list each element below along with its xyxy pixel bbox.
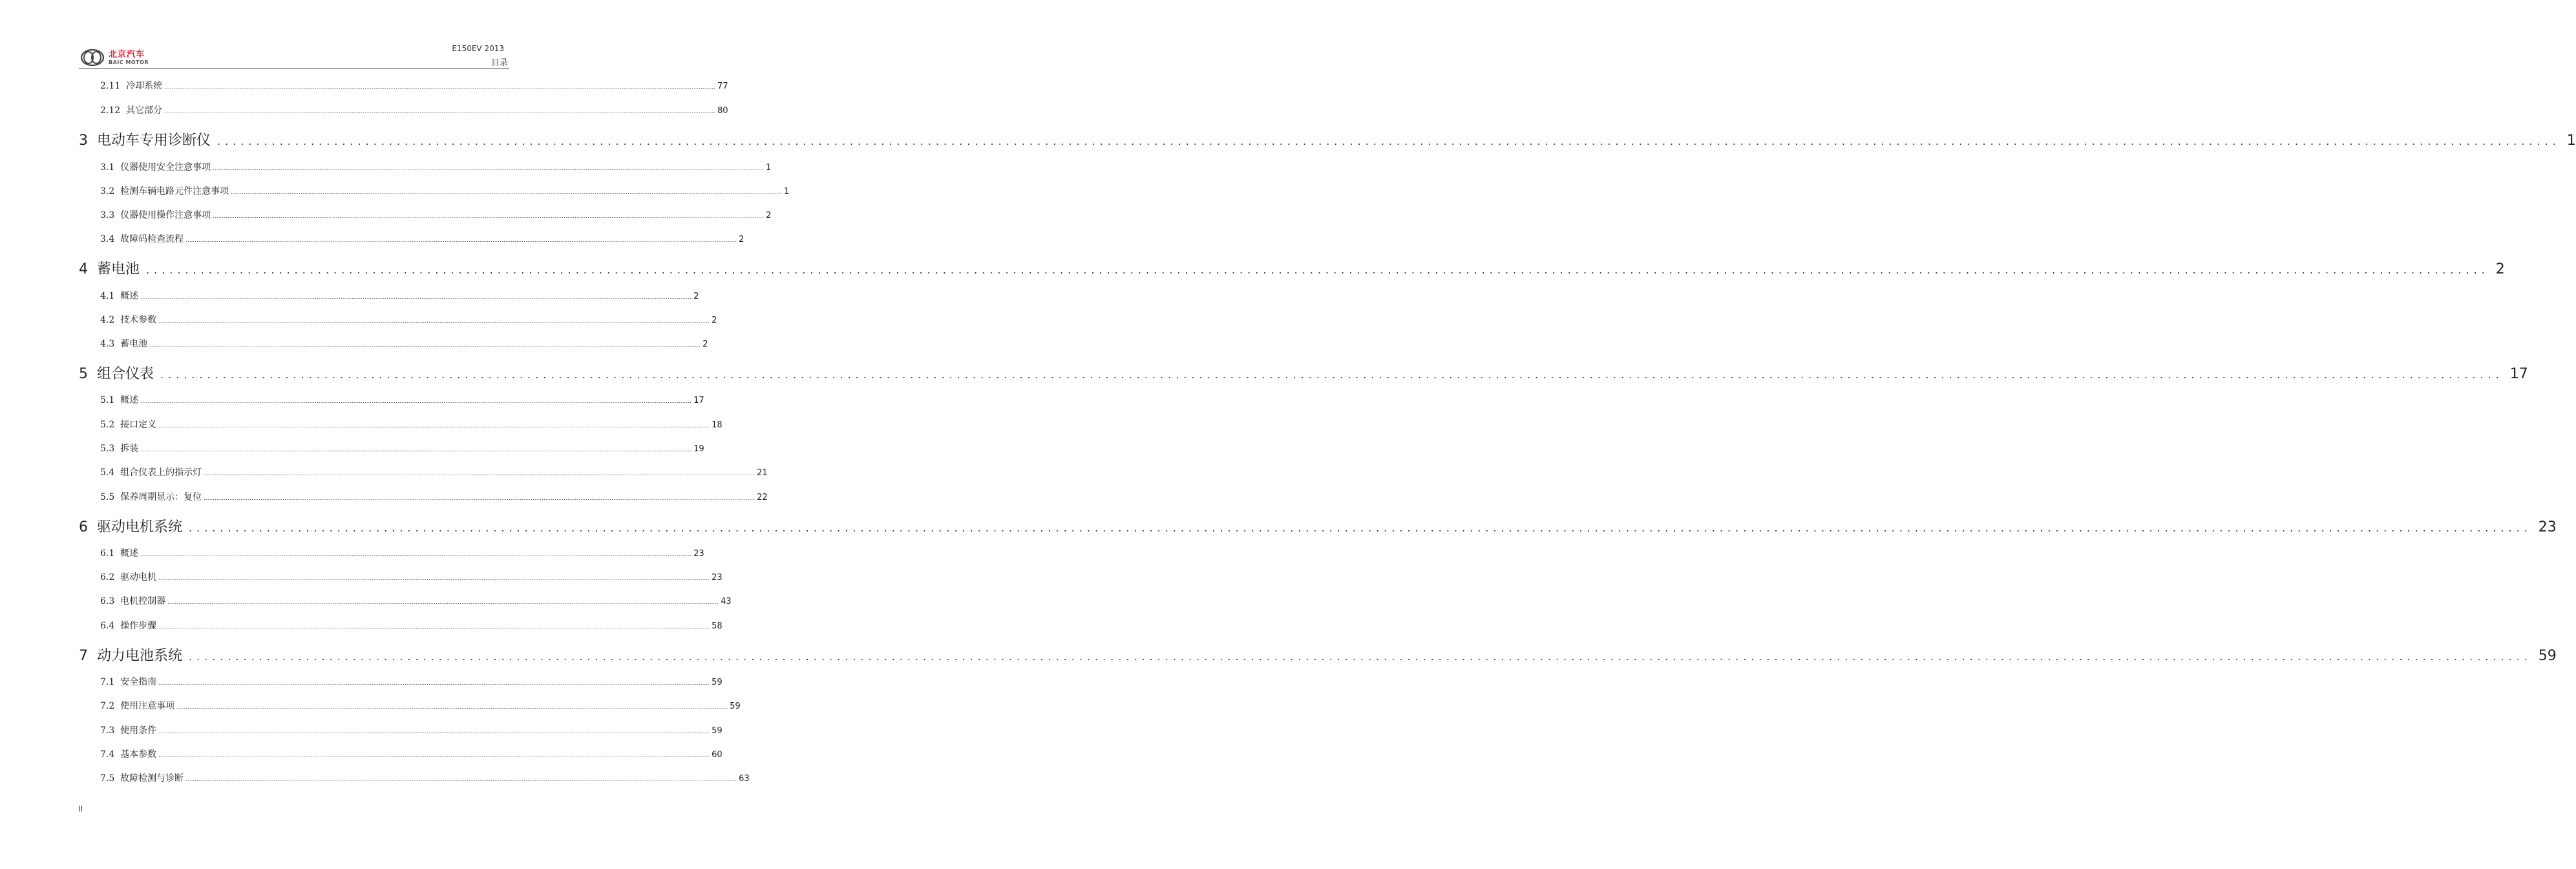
toc-entry-page: 22 [757, 493, 768, 502]
toc-entry-number: 5 [79, 366, 88, 382]
toc-section-entry[interactable] [100, 79, 728, 92]
toc-entry-title: 技术参数 [120, 315, 157, 325]
toc-chapter-entry[interactable] [79, 363, 2528, 382]
toc-entry-page: 2 [2495, 261, 2505, 277]
toc-entry-number: 7 [79, 648, 88, 664]
toc-dot-leader: ............................................................................................................................................................................................................................................................................................................ [217, 135, 2560, 147]
toc-entry-number: 5.3 [100, 444, 115, 454]
toc-entry-number: 3.2 [100, 186, 115, 197]
toc-section-entry[interactable] [100, 313, 717, 326]
toc-entry-number: 3 [79, 133, 88, 149]
toc-entry-number: 6.1 [100, 548, 115, 559]
toc-dot-leader: ............................................................................................................................................................................................................................................................................................................ [158, 423, 710, 429]
toc-entry-page: 77 [717, 81, 728, 91]
toc-entry-page: 17 [2509, 366, 2528, 382]
toc-dot-leader: ............................................................................................................................................................................................................................................................................................................ [204, 471, 755, 477]
toc-entry-title: 接口定义 [120, 420, 157, 430]
toc-section-entry[interactable] [100, 393, 704, 406]
toc-entry-number: 4.2 [100, 315, 115, 325]
toc-entry-number: 5.5 [100, 492, 115, 502]
toc-entry-page: 2 [702, 339, 708, 349]
toc-dot-leader: ............................................................................................................................................................................................................................................................................................................ [231, 189, 783, 195]
toc-entry-page: 58 [712, 621, 723, 631]
toc-entry-title: 故障检测与诊断 [120, 773, 184, 784]
toc-entry-page: 80 [717, 106, 728, 116]
toc-dot-leader: ............................................................................................................................................................................................................................................................................................................ [158, 680, 710, 686]
page-header [79, 39, 509, 69]
page-number: II [78, 804, 83, 813]
toc-entry-page: 2 [739, 235, 744, 244]
toc-chapter-entry[interactable] [79, 645, 2557, 664]
toc-entry-number: 3.1 [100, 162, 115, 173]
toc-entry-title: 动力电池系统 [97, 648, 183, 664]
toc-section-entry[interactable] [100, 490, 768, 503]
toc-entry-page: 59 [730, 702, 741, 711]
toc-entry-number: 6.2 [100, 572, 115, 583]
toc-entry-number: 7.1 [100, 677, 115, 687]
toc-entry-number: 2.11 [100, 81, 121, 91]
toc-entry-number: 7.3 [100, 725, 115, 736]
toc-entry-page: 23 [712, 573, 723, 583]
toc-dot-leader: ............................................................................................................................................................................................................................................................................................................ [140, 398, 692, 404]
toc-entry-page: 1 [784, 187, 790, 197]
toc-entry-number: 4 [79, 261, 88, 277]
toc-entry-title: 操作步骤 [120, 621, 157, 631]
toc-section-entry[interactable] [100, 103, 728, 116]
toc-entry-page: 60 [712, 750, 723, 760]
toc-section-entry[interactable] [100, 466, 768, 478]
toc-section-entry[interactable] [100, 594, 732, 607]
toc-entry-title: 组合仪表上的指示灯 [120, 467, 202, 478]
toc-entry-number: 5.2 [100, 420, 115, 430]
toc-entry-number: 4.1 [100, 291, 115, 301]
toc-chapter-entry[interactable] [79, 516, 2557, 535]
toc-entry-page: 18 [712, 420, 723, 430]
toc-entry-page: 23 [693, 549, 704, 559]
toc-entry-title: 电机控制器 [120, 596, 166, 606]
toc-section-entry[interactable] [100, 724, 723, 736]
toc-entry-number: 5.1 [100, 395, 115, 405]
toc-dot-leader: ............................................................................................................................................................................................................................................................................................................ [213, 213, 765, 219]
toc-entry-number: 6.3 [100, 596, 115, 606]
toc-entry-page: 59 [712, 678, 723, 687]
toc-dot-leader: ............................................................................................................................................................................................................................................................................................................ [164, 84, 715, 90]
toc-dot-leader: ............................................................................................................................................................................................................................................................................................................ [158, 624, 710, 630]
toc-entry-number: 6.4 [100, 621, 115, 631]
toc-entry-page: 43 [721, 597, 732, 606]
toc-section-entry[interactable] [100, 289, 699, 302]
toc-entry-page: 2 [693, 292, 699, 301]
toc-section-entry[interactable] [100, 675, 723, 688]
toc-entry-number: 7.5 [100, 773, 115, 784]
toc-entry-number: 3.3 [100, 210, 115, 220]
toc-entry-page: 59 [2538, 648, 2557, 664]
toc-section-entry[interactable] [100, 418, 723, 431]
toc-section-entry[interactable] [100, 546, 704, 559]
toc-dot-leader: ............................................................................................................................................................................................................................................................................................................ [158, 575, 710, 581]
toc-entry-title: 驱动电机系统 [97, 519, 183, 535]
toc-dot-leader: ............................................................................................................................................................................................................................................................................................................ [158, 729, 710, 735]
toc-entry-page: 21 [757, 468, 768, 478]
toc-section-entry[interactable] [100, 232, 744, 245]
toc-entry-page: 19 [693, 444, 704, 454]
toc-entry-number: 7.2 [100, 701, 115, 711]
toc-chapter-entry[interactable] [79, 258, 2505, 277]
toc-dot-leader: ............................................................................................................................................................................................................................................................................................................ [185, 237, 737, 243]
toc-entry-page: 1 [2566, 133, 2576, 149]
toc-dot-leader: ............................................................................................................................................................................................................................................................................................................ [213, 166, 765, 171]
toc-entry-number: 6 [79, 519, 88, 535]
toc-entry-title: 使用注意事项 [120, 701, 175, 711]
toc-entry-title: 蓄电池 [120, 339, 148, 349]
toc-entry-page: 2 [712, 316, 717, 325]
toc-entry-title: 使用条件 [120, 725, 157, 736]
toc-entry-page: 63 [739, 774, 750, 784]
toc-entry-number: 4.3 [100, 339, 115, 349]
toc-section-entry[interactable] [100, 570, 723, 583]
toc-section-entry[interactable] [100, 442, 704, 455]
toc-entry-number: 7.4 [100, 749, 115, 760]
toc-dot-leader: ............................................................................................................................................................................................................................................................................................................ [167, 599, 719, 605]
toc-entry-title: 基本参数 [120, 749, 157, 760]
toc-entry-title: 概述 [120, 291, 139, 301]
toc-dot-leader: ............................................................................................................................................................................................................................................................................................................ [189, 522, 2532, 534]
toc-entry-title: 概述 [120, 395, 139, 405]
toc-section-entry[interactable] [100, 337, 708, 350]
toc-entry-number: 5.4 [100, 467, 115, 478]
toc-dot-leader: ............................................................................................................................................................................................................................................................................................................ [158, 318, 710, 324]
toc-entry-page: 59 [712, 726, 723, 736]
toc-entry-title: 概述 [120, 548, 139, 559]
toc-entry-title: 蓄电池 [97, 261, 140, 277]
header-section-title: 目录 [491, 58, 508, 68]
toc-dot-leader: ............................................................................................................................................................................................................................................................................................................ [189, 650, 2532, 663]
toc-dot-leader: ............................................................................................................................................................................................................................................................................................................ [160, 369, 2504, 381]
toc-section-entry[interactable] [100, 619, 723, 632]
toc-section-entry[interactable] [100, 160, 772, 173]
toc-dot-leader: ............................................................................................................................................................................................................................................................................................................ [158, 753, 710, 758]
toc-section-entry[interactable] [100, 747, 723, 760]
toc-entry-title: 电动车专用诊断仪 [97, 133, 211, 149]
toc-entry-title: 仪器使用安全注意事项 [120, 162, 211, 173]
baic-logo [80, 47, 149, 69]
toc-entry-title: 拆装 [120, 444, 139, 454]
toc-dot-leader: ............................................................................................................................................................................................................................................................................................................ [204, 495, 755, 501]
toc-entry-title: 冷却系统 [126, 81, 163, 91]
toc-dot-leader: ............................................................................................................................................................................................................................................................................................................ [140, 294, 692, 300]
toc-entry-title: 安全指南 [120, 677, 157, 687]
toc-dot-leader: ............................................................................................................................................................................................................................................................................................................ [149, 342, 701, 348]
toc-entry-page: 1 [766, 163, 772, 173]
toc-dot-leader: ............................................................................................................................................................................................................................................................................................................ [185, 777, 737, 782]
toc-entry-number: 2.12 [100, 105, 121, 116]
toc-entry-page: 17 [693, 396, 704, 405]
toc-entry-title: 其它部分 [126, 105, 163, 116]
logo-en-text: BAIC MOTOR [109, 59, 149, 65]
toc-entry-title: 检测车辆电路元件注意事项 [120, 186, 229, 197]
toc-entry-page: 2 [766, 211, 772, 220]
toc-dot-leader: ............................................................................................................................................................................................................................................................................................................ [164, 109, 715, 114]
document-code: E150EV 2013 [452, 44, 504, 53]
toc-entry-number: 3.4 [100, 234, 115, 244]
toc-chapter-entry[interactable] [79, 129, 2576, 149]
toc-dot-leader: ............................................................................................................................................................................................................................................................................................................ [140, 552, 692, 557]
toc-entry-title: 仪器使用操作注意事项 [120, 210, 211, 220]
toc-entry-title: 故障码检查流程 [120, 234, 184, 244]
toc-entry-title: 保养周期显示：复位 [120, 492, 202, 502]
toc-dot-leader: ............................................................................................................................................................................................................................................................................................................ [146, 264, 2489, 276]
baic-emblem-icon [80, 48, 105, 67]
toc-section-entry[interactable] [100, 208, 772, 221]
toc-dot-leader: ............................................................................................................................................................................................................................................................................................................ [176, 704, 728, 710]
toc-section-entry[interactable] [100, 771, 750, 784]
toc-entry-title: 组合仪表 [97, 366, 154, 382]
toc-entry-page: 23 [2538, 519, 2557, 535]
toc-entry-title: 驱动电机 [120, 572, 157, 583]
toc-dot-leader: ............................................................................................................................................................................................................................................................................................................ [140, 447, 692, 453]
toc-section-entry[interactable] [100, 184, 790, 197]
toc-section-entry[interactable] [100, 699, 741, 712]
logo-cn-text: 北京汽车 [109, 49, 145, 59]
